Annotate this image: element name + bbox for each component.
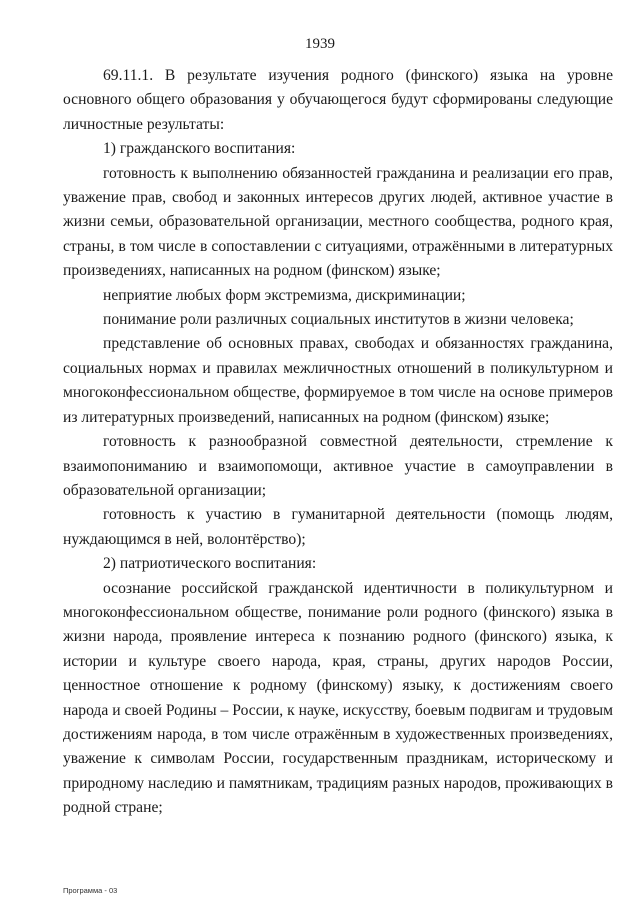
page-number: 1939 — [305, 36, 335, 52]
paragraph-section-heading-patriotic: 2) патриотического воспитания: — [103, 555, 317, 573]
paragraph: осознание российской гражданской идентичности в поликультурном и многоконфессиональном обществе, понимание роли родного (финского) языка в жизни народа, проявление интереса к познанию родного (финского) языка, к истории и культуре своего народа, края, страны, других народов России, ценностное отношение к родному (финскому) языку, к достижениям своего народа и своей Родины – России, к науке, искусству, боевым подвигам и трудовым достижениям народа, в том числе отражённым в художественных произведениях, уважение к символам России, государственным праздникам, историческому и природному наследию и памятникам, традициям разных народов, проживающих в родной стране; — [63, 579, 613, 817]
paragraph-intro: 69.11.1. В результате изучения родного (финского) языка на уровне основного общего образования у обучающегося будут сформированы следующие личностные результаты: — [63, 67, 613, 133]
paragraph: неприятие любых форм экстремизма, дискриминации; — [103, 286, 466, 304]
paragraph: готовность к участию в гуманитарной деятельности (помощь людям, нуждающимся в ней, волонтёрство); — [63, 506, 613, 548]
paragraph: понимание роли различных социальных институтов в жизни человека; — [103, 311, 574, 329]
paragraph: готовность к выполнению обязанностей гражданина и реализации его прав, уважение прав, свобод и законных интересов других людей, активное участие в жизни семьи, образовательной организации, местного сообщества, родного края, страны, в том числе в сопоставлении с ситуациями, отражёнными в литературных произведениях, написанных на родном (финском) языке; — [63, 164, 613, 280]
document-body — [63, 64, 613, 821]
paragraph: готовность к разнообразной совместной деятельности, стремление к взаимопониманию и взаимопомощи, активное участие в самоуправлении в образовательной организации; — [63, 433, 613, 499]
paragraph-section-heading-civic: 1) гражданского воспитания: — [103, 140, 296, 158]
paragraph: представление об основных правах, свободах и обязанностях гражданина, социальных нормах и правилах межличностных отношений в поликультурном и многоконфессиональном обществе, формируемое в том числе на основе примеров из литературных произведений, написанных на родном (финском) языке; — [63, 335, 613, 426]
footer-label: Программа - 03 — [63, 886, 118, 895]
